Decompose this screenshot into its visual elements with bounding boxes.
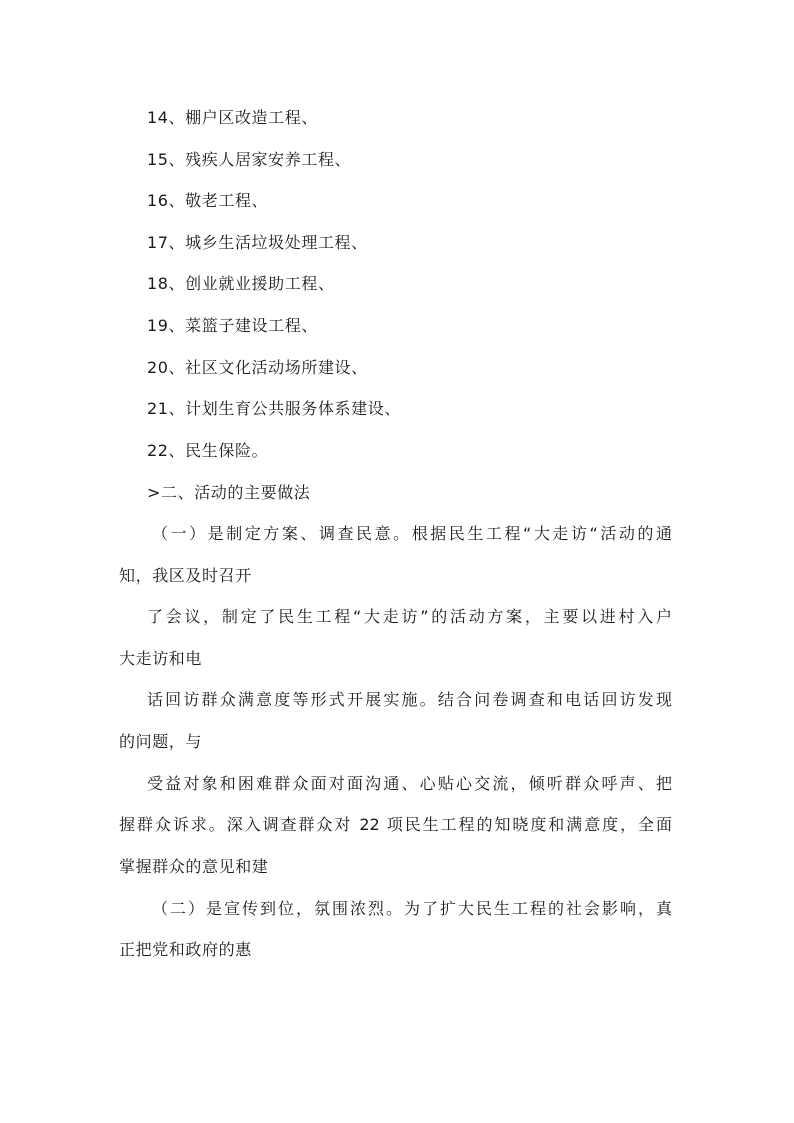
- list-item-17: 17、城乡生活垃圾处理工程、: [147, 233, 368, 252]
- paragraph-3-line-2: 的问题，与: [119, 732, 203, 751]
- list-item-14: 14、棚户区改造工程、: [147, 108, 318, 127]
- paragraph-4-line-3: 掌握群众的意见和建: [119, 857, 269, 876]
- paragraph-4-line-2: 握群众诉求。深入调查群众对 22 项民生工程的知晓度和满意度，全面: [119, 815, 672, 834]
- list-item-20: 20、社区文化活动场所建设、: [147, 358, 368, 377]
- list-item-22: 22、民生保险。: [147, 441, 269, 460]
- paragraph-1-line-1: （一）是制定方案、调查民意。根据民生工程“大走访“活动的通: [152, 524, 672, 543]
- paragraph-2-line-2: 大走访和电: [119, 649, 203, 668]
- paragraph-1-line-2: 知，我区及时召开: [119, 566, 252, 585]
- paragraph-3-line-1: 话回访群众满意度等形式开展实施。结合问卷调查和电话回访发现: [147, 690, 672, 709]
- list-item-18: 18、创业就业援助工程、: [147, 274, 335, 293]
- list-item-16: 16、敬老工程、: [147, 191, 269, 210]
- section-heading: >二、活动的主要做法: [147, 483, 311, 502]
- paragraph-5-line-2: 正把党和政府的惠: [119, 940, 252, 959]
- paragraph-5-line-1: （二）是宣传到位，氛围浓烈。为了扩大民生工程的社会影响，真: [152, 899, 672, 918]
- paragraph-2-line-1: 了会议，制定了民生工程“大走访”的活动方案，主要以进村入户: [147, 607, 672, 626]
- list-item-21: 21、计划生育公共服务体系建设、: [147, 399, 401, 418]
- list-item-19: 19、菜篮子建设工程、: [147, 316, 318, 335]
- list-item-15: 15、残疾人居家安养工程、: [147, 150, 352, 169]
- paragraph-4-line-1: 受益对象和困难群众面对面沟通、心贴心交流，倾听群众呼声、把: [147, 774, 672, 793]
